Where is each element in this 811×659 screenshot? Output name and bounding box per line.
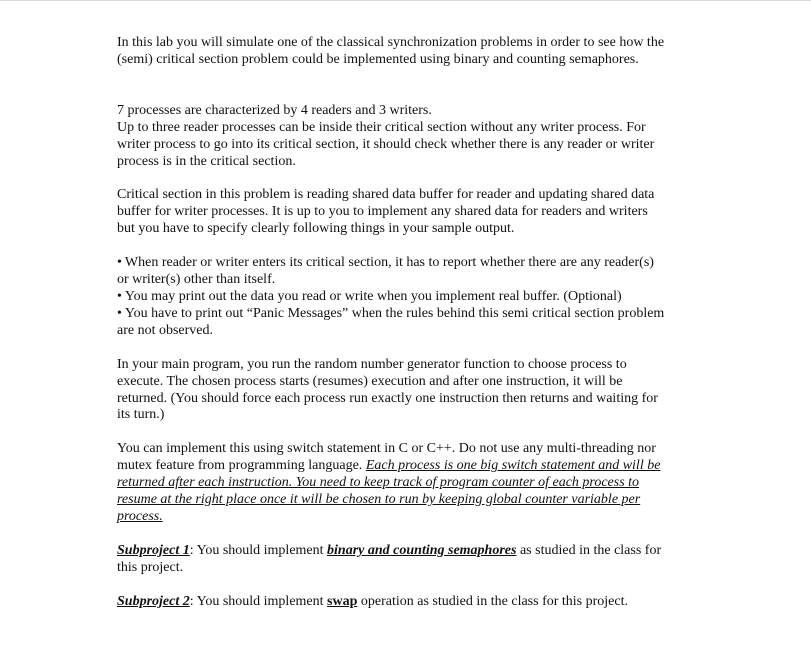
text-line: buffer for writer processes. It is up to you to implement any shared data for readers and writers [117,204,648,220]
lab-instructions [117,35,697,611]
list-item-continuation: are not observed. [117,322,214,338]
subproject-1-text: : You should implement [189,542,328,558]
text-line: mutex feature from programming language. [117,458,366,474]
subproject-2-keyword: swap [327,593,358,609]
subproject-2-label: Subproject 2 [117,593,190,609]
intro-paragraph [117,35,697,69]
list-item [117,255,697,289]
critical-section-paragraph [117,187,697,238]
list-item-text: You may print out the data you read or write when you implement real buffer. (Optional) [124,288,622,304]
text-line: In this lab you will simulate one of the classical synchronization problems in order to see how the [117,35,665,50]
list-item [117,306,697,340]
bullet-icon: • [117,288,122,304]
emphasized-text: process. [117,508,163,524]
list-item-text: When reader or writer enters its critical section, it has to report whether there are any reader(s) [124,255,654,271]
list-item-continuation: or writer(s) other than itself. [117,272,276,288]
text-line: (semi) critical section problem could be implemented using binary and counting semaphores. [117,51,639,67]
text-line: Critical section in this problem is reading shared data buffer for reader and updating shared data [117,187,655,203]
bullet-icon: • [117,255,122,271]
bullet-icon: • [117,305,122,321]
text-line: process is in the critical section. [117,153,296,169]
text-line: returned. (You should force each process run exactly one instruction then returns and waiting for [117,390,658,406]
text-line: writer process to go into its critical section, it should check whether there is any reader or writer [117,136,655,152]
text-line: its turn.) [117,407,165,423]
subproject-1-keyword: binary and counting semaphores [327,542,517,558]
main-program-paragraph [117,357,697,425]
requirements-list [117,255,697,340]
list-item [117,289,697,306]
text-line: 7 processes are characterized by 4 readers and 3 writers. [117,102,432,118]
subproject-2-suffix: operation as studied in the class for this project. [357,593,628,609]
processes-paragraph [117,103,697,171]
subproject-1-paragraph [117,543,697,577]
text-line: Up to three reader processes can be inside their critical section without any writer process. For [117,119,646,135]
text-line: In your main program, you run the random number generator function to choose process to [117,356,627,372]
subproject-2-text: : You should implement [189,593,328,609]
emphasized-text: returned after each instruction. You need to keep track of program counter of each process to [117,475,640,491]
text-line: execute. The chosen process starts (resumes) execution and after one instruction, it will be [117,373,623,389]
subproject-2-paragraph [117,594,697,611]
implementation-paragraph [117,441,697,526]
subproject-1-label: Subproject 1 [117,542,190,558]
subproject-1-suffix: as studied in the class for [516,542,662,558]
text-line: but you have to specify clearly following things in your sample output. [117,221,515,237]
text-line: this project. [117,559,184,575]
emphasized-text: resume at the right place once it will be chosen to run by keeping global counter variable per [117,492,641,508]
emphasized-text: Each process is one big switch statement and will be [365,458,661,474]
text-line: You can implement this using switch statement in C or C++. Do not use any multi-threading nor [117,441,656,457]
list-item-text: You have to print out “Panic Messages” when the rules behind this semi critical section problem [124,305,665,321]
